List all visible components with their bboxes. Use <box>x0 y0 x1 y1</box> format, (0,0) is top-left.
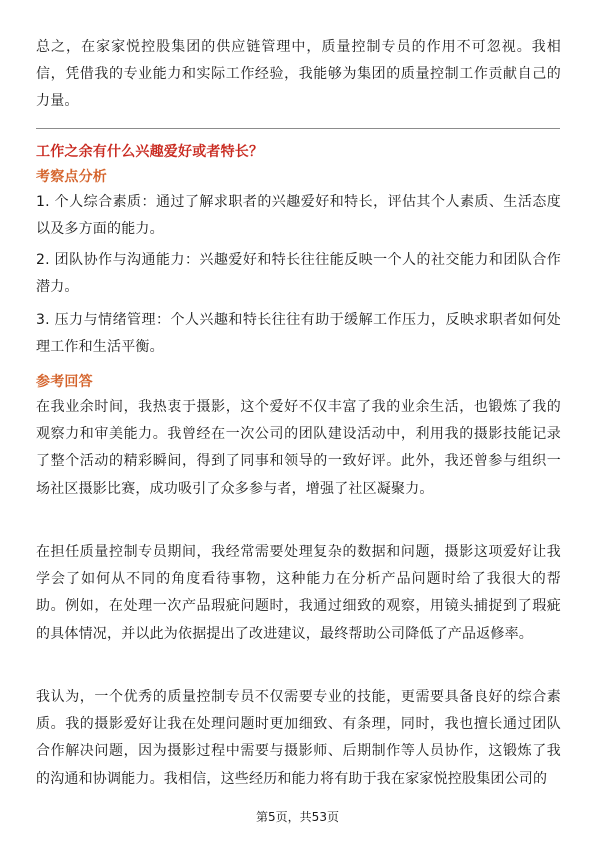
answer-paragraph-2: 在担任质量控制专员期间，我经常需要处理复杂的数据和问题，摄影这项爱好让我学会了如何从不同的角度看待事物，这种能力在分析产品问题时给了我很大的帮助。例如，在处理一次产品瑕疵问题时，我通过细致的观察，用镜头捕捉到了瑕疵的具体情况，并以此为依据提出了改进建议，最终帮助公司降低了产品返修率。 <box>36 544 561 642</box>
answer-paragraph-3: 我认为，一个优秀的质量控制专员不仅需要专业的技能，更需要具备良好的综合素质。我的摄影爱好让我在处理问题时更加细致、有条理，同时，我也擅长通过团队合作解决问题，因为摄影过程中需要与摄影师、后期制作等人员协作，这锻炼了我的沟通和协调能力。我相信，这些经历和能力将有助于我在家家悦控股集团公司的 <box>36 689 561 787</box>
question-title: 工作之余有什么兴趣爱好或者特长？ <box>36 144 264 160</box>
analysis-point-3: 3. 压力与情绪管理：个人兴趣和特长往往有助于缓解工作压力，反映求职者如何处理工作和生活平衡。 <box>36 312 561 356</box>
answer-heading: 参考回答 <box>36 374 93 390</box>
page-number: 第5页，共53页 <box>256 810 339 824</box>
intro-paragraph: 总之，在家家悦控股集团的供应链管理中，质量控制专员的作用不可忽视。我相信，凭借我的专业能力和实际工作经验，我能够为集团的质量控制工作贡献自己的力量。 <box>36 39 561 110</box>
analysis-heading: 考察点分析 <box>36 169 107 185</box>
answer-paragraph-1: 在我业余时间，我热衷于摄影，这个爱好不仅丰富了我的业余生活，也锻炼了我的观察力和审美能力。我曾经在一次公司的团队建设活动中，利用我的摄影技能记录了整个活动的精彩瞬间，得到了同事和领导的一致好评。此外，我还曾参与组织一场社区摄影比赛，成功吸引了众多参与者，增强了社区凝聚力。 <box>36 399 561 497</box>
analysis-point-1: 1. 个人综合素质：通过了解求职者的兴趣爱好和特长，评估其个人素质、生活态度以及多方面的能力。 <box>36 194 561 238</box>
section-divider <box>36 128 560 129</box>
analysis-point-2: 2. 团队协作与沟通能力：兴趣爱好和特长往往能反映一个人的社交能力和团队合作潜力。 <box>36 252 561 296</box>
